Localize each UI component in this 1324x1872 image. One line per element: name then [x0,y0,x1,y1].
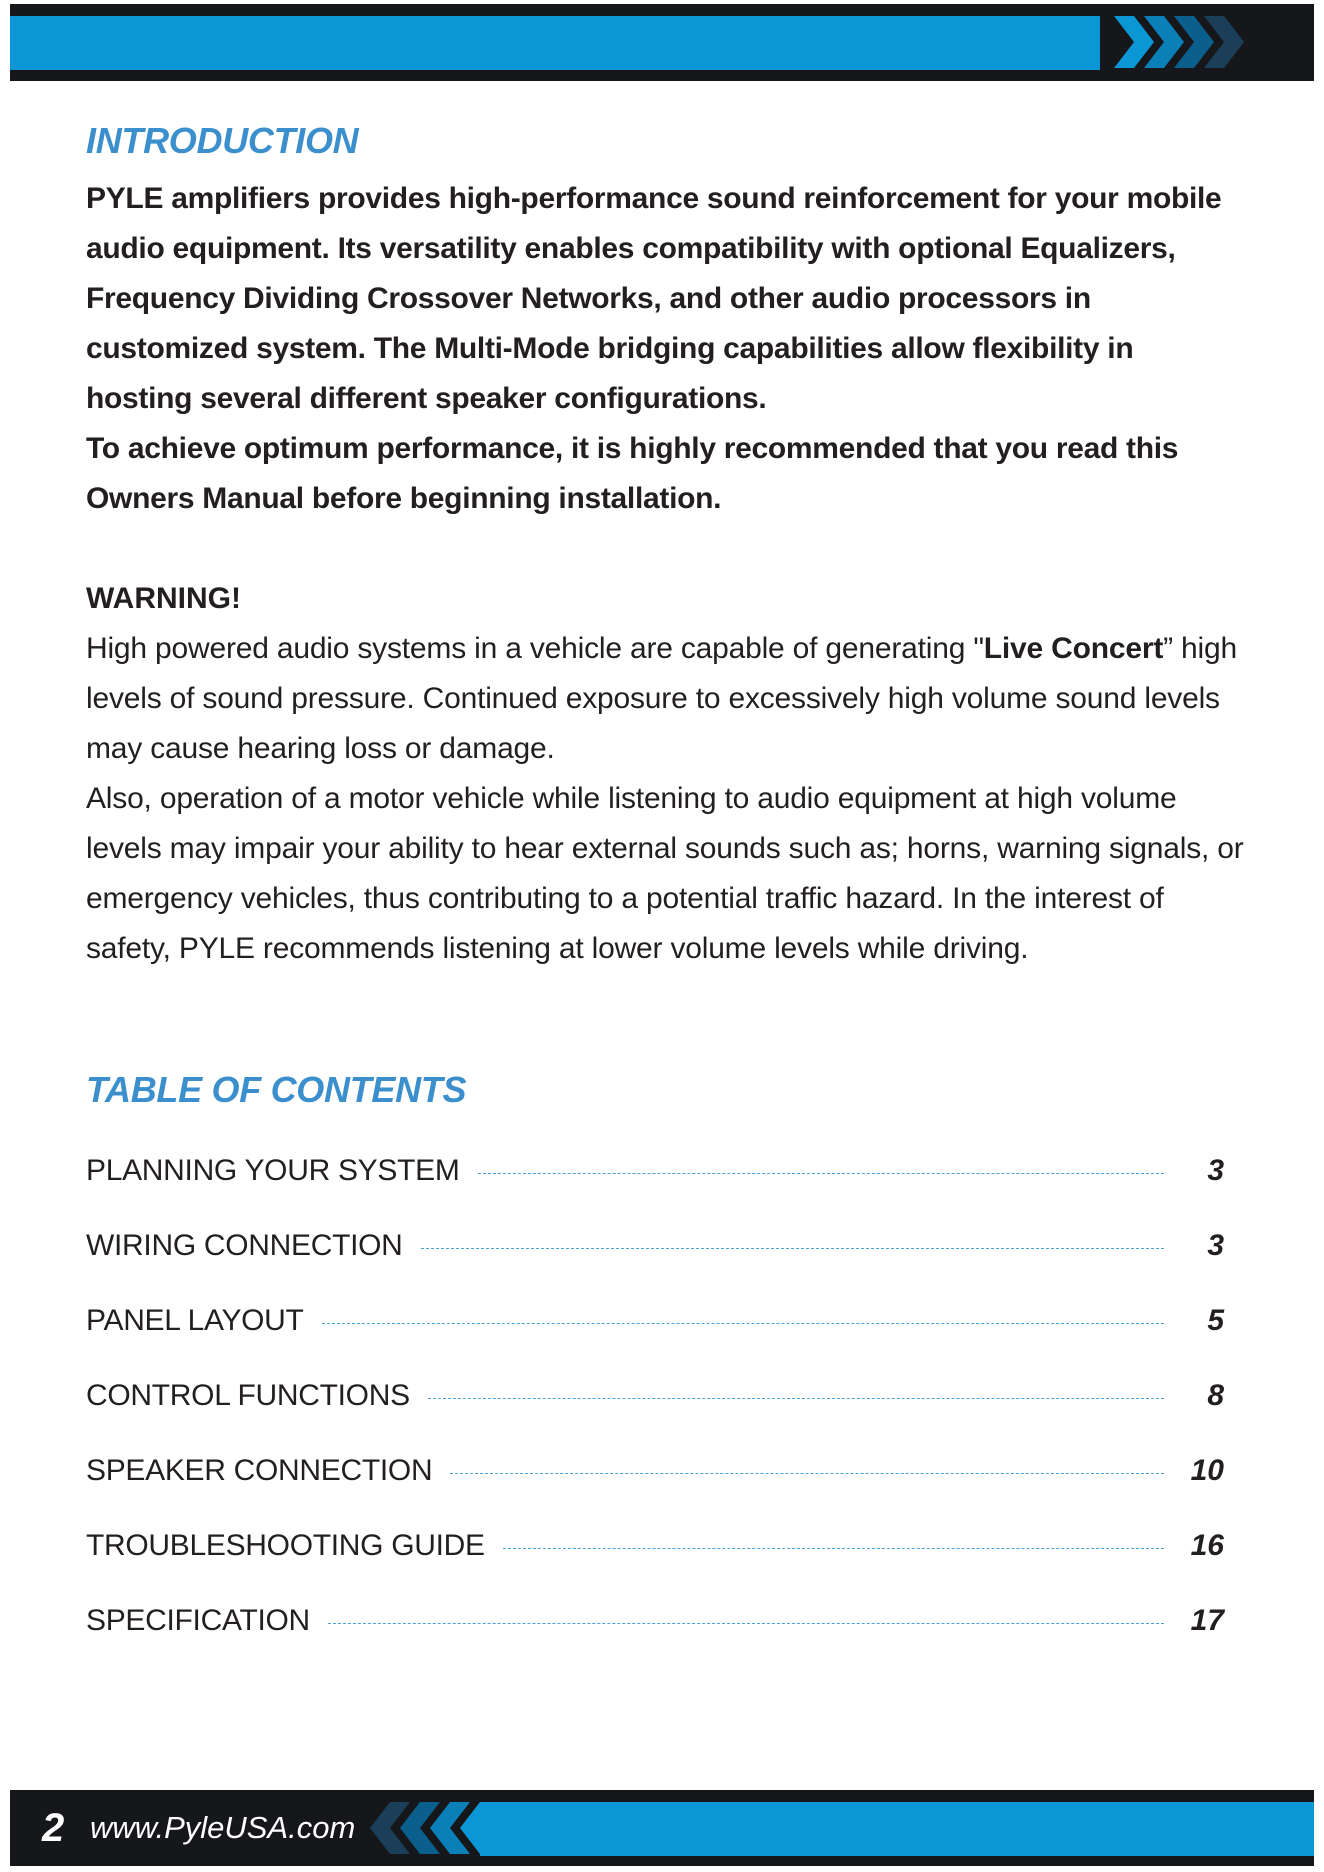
warning-text: High powered audio systems in a vehicle are capable of generating " [86,632,984,665]
chevron-left-arrows-icon [350,1790,550,1866]
toc-entry[interactable] [86,1446,1224,1496]
toc-dotted-leader [421,1248,1164,1249]
warning-text-continued: ” high levels of sound pressure. Continued exposure to excessively high volume sound levels may cause hearing loss or damage. [86,632,1237,765]
toc-entry-page: 3 [1207,1154,1224,1187]
footer-band [10,1790,1314,1866]
toc-entry[interactable] [86,1221,1224,1271]
introduction-paragraph: PYLE amplifiers provides high-performance sound reinforcement for your mobile audio equipment. Its versatility enables compatibility with optional Equalizers, Frequency Dividing Crossover Networks, and other audio processors in customized system. The Multi-Mode bridging capabilities allow flexibility in hosting several different speaker configurations. [86,182,1222,415]
toc-entry[interactable] [86,1371,1224,1421]
toc-dotted-leader [322,1323,1164,1324]
toc-entry-label: PLANNING YOUR SYSTEM [86,1154,460,1187]
toc-title: TABLE OF CONTENTS [86,1069,467,1110]
toc-entry-page: 5 [1207,1304,1224,1337]
toc-entry[interactable] [86,1521,1224,1571]
footer-page-number: 2 [42,1806,65,1850]
toc-entry-label: TROUBLESHOOTING GUIDE [86,1529,485,1562]
toc-entry-label: SPECIFICATION [86,1604,310,1637]
toc-entry-label: CONTROL FUNCTIONS [86,1379,410,1412]
toc-dotted-leader [328,1623,1164,1624]
toc-dotted-leader [428,1398,1164,1399]
toc-entry-label: PANEL LAYOUT [86,1304,304,1337]
toc-entry-page: 17 [1190,1604,1224,1637]
header-accent-stripe [10,16,1100,70]
toc-entry[interactable] [86,1296,1224,1346]
toc-entry[interactable] [86,1146,1224,1196]
footer-website-link[interactable]: www.PyleUSA.com [90,1810,356,1845]
warning-heading: WARNING! [86,582,241,615]
chevron-right-arrows-icon [1100,4,1314,81]
toc-dotted-leader [478,1173,1164,1174]
live-concert-emphasis: Live Concert [983,632,1164,665]
warning-paragraph [86,624,1246,774]
toc-dotted-leader [450,1473,1164,1474]
toc-entry-page: 10 [1190,1454,1224,1487]
toc-entry[interactable] [86,1596,1224,1646]
toc-entry-page: 3 [1207,1229,1224,1262]
toc-entry-page: 8 [1207,1379,1224,1412]
introduction-title: INTRODUCTION [86,120,359,161]
installation-advice-paragraph: To achieve optimum performance, it is highly recommended that you read this Owners Manual before beginning installation. [86,432,1179,515]
toc-dotted-leader [503,1548,1164,1549]
footer-accent-stripe [480,1802,1314,1856]
toc-entry-page: 16 [1190,1529,1224,1562]
safety-paragraph: Also, operation of a motor vehicle while listening to audio equipment at high volume levels may impair your ability to hear external sounds such as; horns, warning signals, or emergency vehicles, thus contributing to a potential traffic hazard. In the interest of safety, PYLE recommends listening at lower volume levels while driving. [86,782,1244,965]
header-band [10,4,1314,81]
toc-entry-label: WIRING CONNECTION [86,1229,403,1262]
toc-entry-label: SPEAKER CONNECTION [86,1454,433,1487]
